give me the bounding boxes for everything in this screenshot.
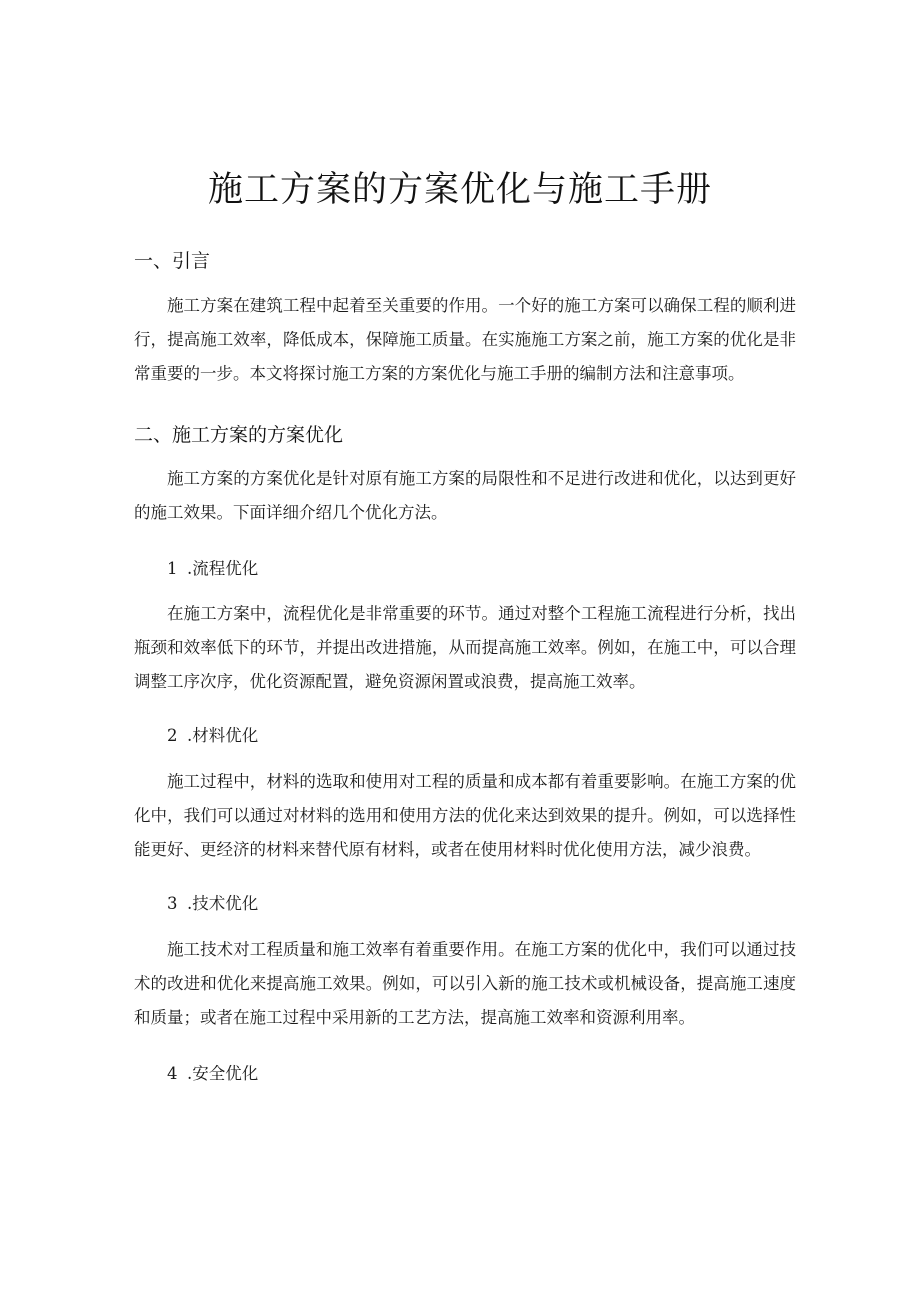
- item-heading-process: [167, 555, 258, 579]
- optimization-intro-paragraph: 施工方案的方案优化是针对原有施工方案的局限性和不足进行改进和优化，以达到更好的施工效果。下面详细介绍几个优化方法。: [134, 469, 796, 522]
- item-paragraph-material: 施工过程中，材料的选取和使用对工程的质量和成本都有着重要影响。在施工方案的优化中，我们可以通过对材料的选用和使用方法的优化来达到效果的提升。例如，可以选择性能更好、更经济的材料来替代原有材料，或者在使用材料时优化使用方法，减少浪费。: [134, 772, 796, 859]
- item-heading-technology: [167, 890, 258, 914]
- item-number: 2: [167, 726, 178, 745]
- item-title: .安全优化: [187, 1064, 259, 1083]
- item-title: .材料优化: [187, 726, 259, 745]
- item-number: 4: [167, 1064, 178, 1083]
- item-heading-material: [167, 722, 258, 746]
- document-title: 施工方案的方案优化与施工手册: [207, 170, 712, 210]
- item-number: 1: [167, 559, 178, 578]
- item-title: .技术优化: [187, 894, 259, 913]
- intro-paragraph: 施工方案在建筑工程中起着至关重要的作用。一个好的施工方案可以确保工程的顺利进行，提高施工效率，降低成本，保障施工质量。在实施施工方案之前，施工方案的优化是非常重要的一步。本文将探讨施工方案的方案优化与施工手册的编制方法和注意事项。: [134, 296, 796, 383]
- section-heading-optimization: 二、施工方案的方案优化: [134, 424, 344, 446]
- section-heading-intro: 一、引言: [134, 250, 211, 272]
- item-paragraph-process: 在施工方案中，流程优化是非常重要的环节。通过对整个工程施工流程进行分析，找出瓶颈和效率低下的环节，并提出改进措施，从而提高施工效率。例如，在施工中，可以合理调整工序次序，优化资源配置，避免资源闲置或浪费，提高施工效率。: [134, 604, 796, 691]
- item-number: 3: [167, 894, 178, 913]
- item-title: .流程优化: [187, 559, 259, 578]
- item-paragraph-technology: 施工技术对工程质量和施工效率有着重要作用。在施工方案的优化中，我们可以通过技术的改进和优化来提高施工效果。例如，可以引入新的施工技术或机械设备，提高施工速度和质量；或者在施工过程中采用新的工艺方法，提高施工效率和资源利用率。: [134, 940, 796, 1027]
- item-heading-safety: [167, 1060, 258, 1084]
